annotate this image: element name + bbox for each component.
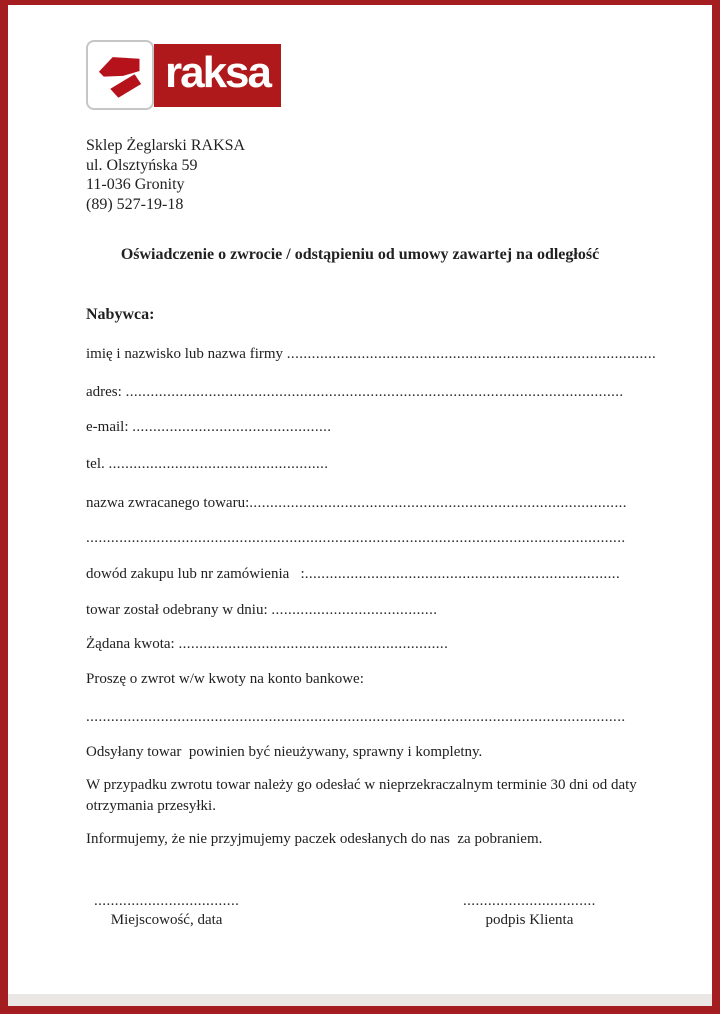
dotted-fill-line: ............................................................................ [304,566,621,582]
logo-wordmark: raksa [164,47,270,97]
company-logo [86,40,281,110]
dotted-fill-line: ........................................................................................... [249,495,627,511]
dotted-fill-line: ......................................................................................... [286,346,657,362]
raksa-r-icon [94,49,146,101]
signature-label: Miejscowość, data [110,912,223,928]
form-title: Oświadczenie o zwrocie / odstąpieniu od umowy zawartej na odległość [120,246,600,263]
form-row-name [86,345,656,363]
form-row-bank-account-label [86,670,364,688]
form-row-email [86,418,331,436]
dotted-fill-line: ..................................................... [108,456,329,472]
address-city: 11-036 Gronity [86,176,185,193]
dotted-fill-line: ........................................ [271,602,438,618]
note-return-deadline: W przypadku zwrotu towar należy go odesłać w nieprzekraczalnym terminie 30 dni od daty otrzymania przesyłki. [86,777,637,814]
form-row-received-date [86,601,437,619]
form-row-phone [86,455,328,473]
field-label: imię i nazwisko lub nazwa firmy [86,346,287,362]
form-row-bank-account-line [86,708,626,726]
note-no-cod: Informujemy, że nie przyjmujemy paczek odesłanych do nas za pobraniem. [86,831,543,847]
form-row-product-continuation [86,529,626,547]
field-label: nazwa zwracanego towaru: [86,495,250,511]
logo-mark-box [86,40,154,110]
field-label: e-mail: [86,419,133,435]
field-label: adres: [86,384,126,400]
field-label: Proszę o zwrot w/w kwoty na konto bankowe: [86,671,364,687]
page-bottom-edge [8,994,712,1006]
logo-wordmark-box [154,44,281,107]
dotted-fill-line: ........................................................................................................................ [125,384,624,400]
field-label: Żądana kwota: [86,636,179,652]
field-label: tel. [86,456,109,472]
note-unused-product: Odsyłany towar powinien być nieużywany, sprawny i kompletny. [86,744,483,760]
dotted-fill-line: ................................................ [132,419,332,435]
dotted-fill-line: .................................................................................................................................. [86,709,626,725]
form-row-proof-of-purchase [86,565,620,583]
form-row-address [86,383,624,401]
dotted-fill-line: .................................................................................................................................. [86,530,626,546]
form-row-product-name [86,494,627,512]
dotted-fill-line: ................................................................. [178,636,449,652]
field-label: dowód zakupu lub nr zamówienia : [86,566,305,582]
address-phone: (89) 527-19-18 [86,195,184,213]
address-company: Sklep Żeglarski RAKSA [86,137,246,154]
signature-dotted-line: ................................ [463,893,596,909]
signature-place-date [94,893,239,929]
field-label: towar został odebrany w dniu: [86,602,272,618]
buyer-heading: Nabywca: [86,306,155,323]
signature-client [463,893,596,929]
signature-label: podpis Klienta [485,912,574,928]
company-address [86,136,245,214]
signature-dotted-line: ................................... [94,893,240,909]
address-street: ul. Olsztyńska 59 [86,156,198,174]
form-row-amount [86,635,448,653]
